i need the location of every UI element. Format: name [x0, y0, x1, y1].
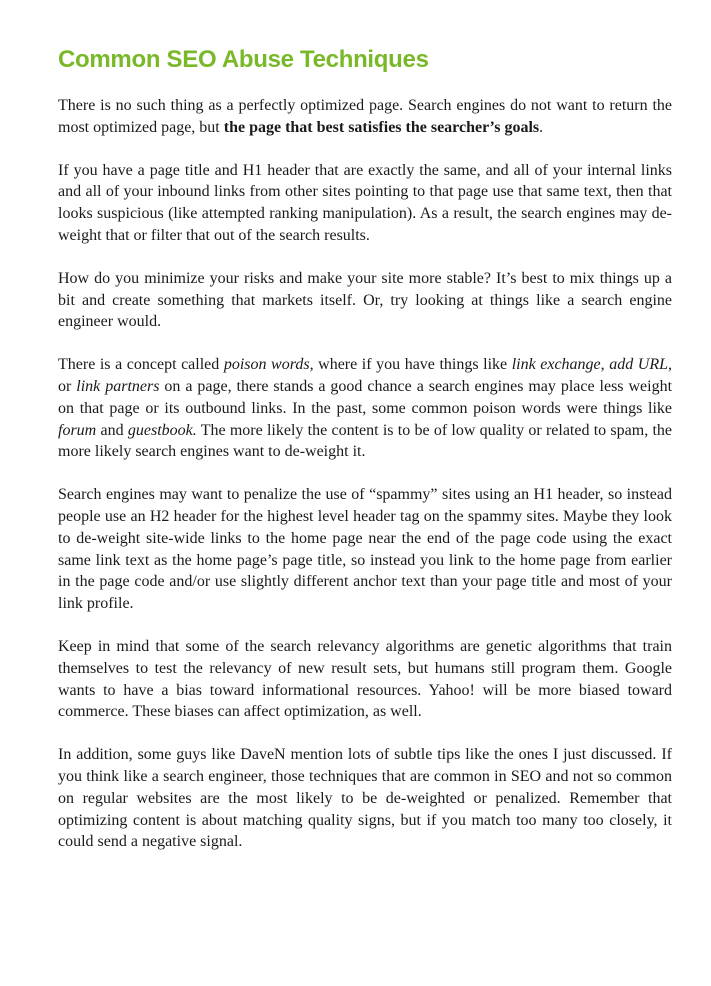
page-title: Common SEO Abuse Techniques: [58, 46, 429, 73]
text-run: How do you minimize your risks and make your site more stable? It’s best to mix things up a bit and create something that markets itself. Or, try looking at things like a search engine engineer would.: [58, 269, 672, 331]
text-run: In addition, some guys like DaveN mention lots of subtle tips like the ones I just discussed. If you think like a search engineer, those techniques that are common in SEO and not so common on regular websites are the most likely to be de-weighted or penalized. Remember that optimizing content is about matching quality signs, but if you match too many too closely, it could send a negative signal.: [58, 746, 672, 851]
paragraph-3: [58, 268, 672, 333]
italic-term: link partners: [76, 377, 160, 395]
paragraph-7: [58, 744, 672, 853]
text-run: If you have a page title and H1 header that are exactly the same, and all of your internal links and all of your inbound links from other sites pointing to that page use that same text, then that looks suspicious (like attempted ranking manipulation). As a result, the search engines may de-weight that or filter that out of the search results.: [58, 161, 672, 244]
italic-term: guestbook.: [127, 421, 197, 439]
text-run: on a page, there stands a good chance a search engines may place less weight on that page or its outbound links. In the past, some common poison words were things like: [58, 377, 673, 417]
text-run: There is no such thing as a perfectly optimized page. Search engines do not want to return the most optimized page, but: [58, 97, 672, 136]
text-run: or: [58, 377, 77, 395]
text-run: where if you have things like: [313, 356, 512, 374]
text-run: The more likely the content is to be of low quality or related to spam, the more likely search engines want to de-weight it.: [58, 421, 672, 461]
bold-text: the page that best satisfies the searcher’s goals: [223, 118, 540, 136]
text-run: and: [96, 421, 128, 439]
italic-term: link exchange, add URL,: [511, 356, 673, 374]
text-run: Search engines may want to penalize the use of “spammy” sites using an H1 header, so instead people use an H2 header for the highest level header tag on the spammy sites. Maybe they look to de-weight site-wide links to the home page near the end of the page code using the exact same link text as the home page’s page title, so instead you link to the home page from earlier in the page code and/or use slightly different anchor text than your page title and most of your link profile.: [58, 486, 672, 613]
paragraph-2: [58, 160, 672, 247]
paragraph-6: [58, 636, 672, 723]
paragraph-4: [58, 354, 672, 463]
italic-term: poison words,: [223, 356, 314, 374]
text-run: There is a concept called: [58, 356, 224, 374]
text-run: .: [539, 118, 544, 136]
text-run: Keep in mind that some of the search relevancy algorithms are genetic algorithms that train themselves to test the relevancy of new result sets, but humans still program them. Google wants to have a bias toward informational resources. Yahoo! will be more biased toward commerce. These biases can affect optimization, as well.: [58, 637, 672, 721]
paragraph-5: [58, 484, 672, 615]
italic-term: forum: [58, 421, 97, 439]
article-body: [58, 95, 672, 853]
paragraph-1: [58, 95, 672, 139]
